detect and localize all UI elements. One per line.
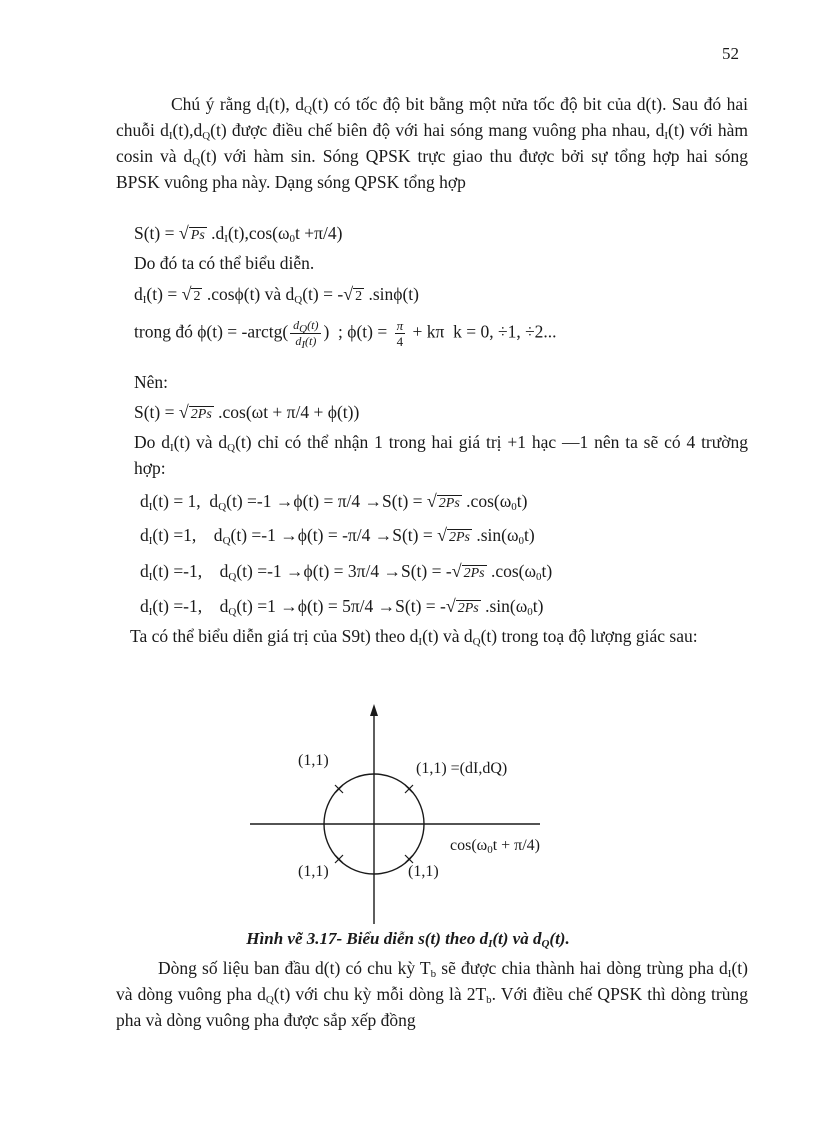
point-bottom-left-icon — [335, 855, 343, 863]
constellation-diagram — [240, 700, 580, 930]
equation-di-dq: $d_I(t)$ = √ 2 .cosϕ(t) và $d_Q(t)$ = -√ 2 .sinϕ(t) — [134, 284, 419, 306]
text-therefore: Nên: — [134, 372, 169, 392]
paragraph-intro: Chú ý rằng $d_I(t)$, $d_Q(t)$ có tốc độ bit bằng một nửa tốc độ bit của d(t). Sau đó hai chuỗi $d_I(t),d_Q(t)$ được điều chế biên độ với hai sóng mang vuông pha nhau, $d_I(t)$ với hàm cosin và $d_Q(t)$ với hàm sin. Sóng QPSK trực giao thu được bởi sự tổng hợp hai sóng BPSK vuông pha này. Dạng sóng QPSK tổng hợp — [116, 94, 748, 192]
label-top-right: (1,1) =(dI,dQ) — [416, 760, 508, 777]
point-top-left-icon — [335, 785, 343, 793]
constellation-svg — [240, 700, 580, 930]
equation-phase: trong đó ϕ(t) = -arctg( $\frac{d_Q(t)}{d_I(t)}$ ) ; ϕ(t) = $\frac{\pi}{4}$ + kπ k = 0, ÷1, ÷2... — [134, 318, 557, 351]
equation-s-phase: S(t) = √ 2Ps .cos(ωt + π/4 + ϕ(t)) — [134, 402, 360, 422]
paragraph-diagram-intro: Ta có thể biểu diễn giá trị của S9t) theo $d_I(t)$ và $d_Q(t)$ trong toạ độ lượng giác sau: — [130, 626, 698, 648]
case-1: $d_I(t) = 1$, $d_Q(t) =-1 \to\phi(t) = \pi/4 \to S(t)$ = √ 2Ps $.\cos(\omega_0t)$ — [140, 491, 528, 513]
paragraph-data-stream: Dòng số liệu ban đầu d(t) có chu kỳ $T_b$ sẽ được chia thành hai dòng trùng pha $d_I(t)$ và dòng vuông pha $d_Q(t)$ với chu kỳ mỗi dòng là $2T_b$. Với điều chế QPSK thì dòng trùng pha và dòng vuông pha được sắp xếp đồng — [116, 958, 748, 1030]
paragraph-cases: Do $d_I(t)$ và $d_Q(t)$ chỉ có thể nhận 1 trong hai giá trị +1 hạc —1 nên ta sẽ có 4 trường hợp: — [134, 432, 748, 478]
equation-qpsk-signal: S(t) = √ Ps $.d_I(t),\cos(\omega_0t +\pi/4)$ — [134, 223, 343, 245]
axis-arrow-icon — [370, 704, 378, 716]
label-axis-cos: $\cos(\omega_0t + \pi/4)$ — [450, 837, 541, 856]
case-4: $d_I(t) =-1$, $d_Q(t) =1 \to\phi(t) = 5\pi/4 \to S(t)$ = -√ 2Ps $.\sin(\omega_0t)$ — [140, 596, 544, 618]
case-3: $d_I(t) =-1$, $d_Q(t) =-1 \to\phi(t) = 3\pi/4 \to S(t)$ = -√ 2Ps $.\cos(\omega_0t)$ — [140, 561, 553, 583]
label-top-left: (1,1) — [298, 752, 329, 769]
point-bottom-right-icon — [405, 855, 413, 863]
page-number: 52 — [722, 44, 739, 63]
point-top-right-icon — [405, 785, 413, 793]
text-representation: Do đó ta có thể biểu diễn. — [134, 253, 315, 273]
figure-caption: Hình vẽ 3.17- Biểu diễn s(t) theo $d_I(t)$ và $d_Q(t)$. — [246, 929, 570, 950]
case-2: $d_I(t) =1$, $d_Q(t) =-1 \to\phi(t) = -\pi/4 \to S(t)$ = √ 2Ps $.\sin(\omega_0t)$ — [140, 525, 535, 547]
label-bottom-right: (1,1) — [408, 863, 439, 880]
label-bottom-left: (1,1) — [298, 863, 329, 880]
